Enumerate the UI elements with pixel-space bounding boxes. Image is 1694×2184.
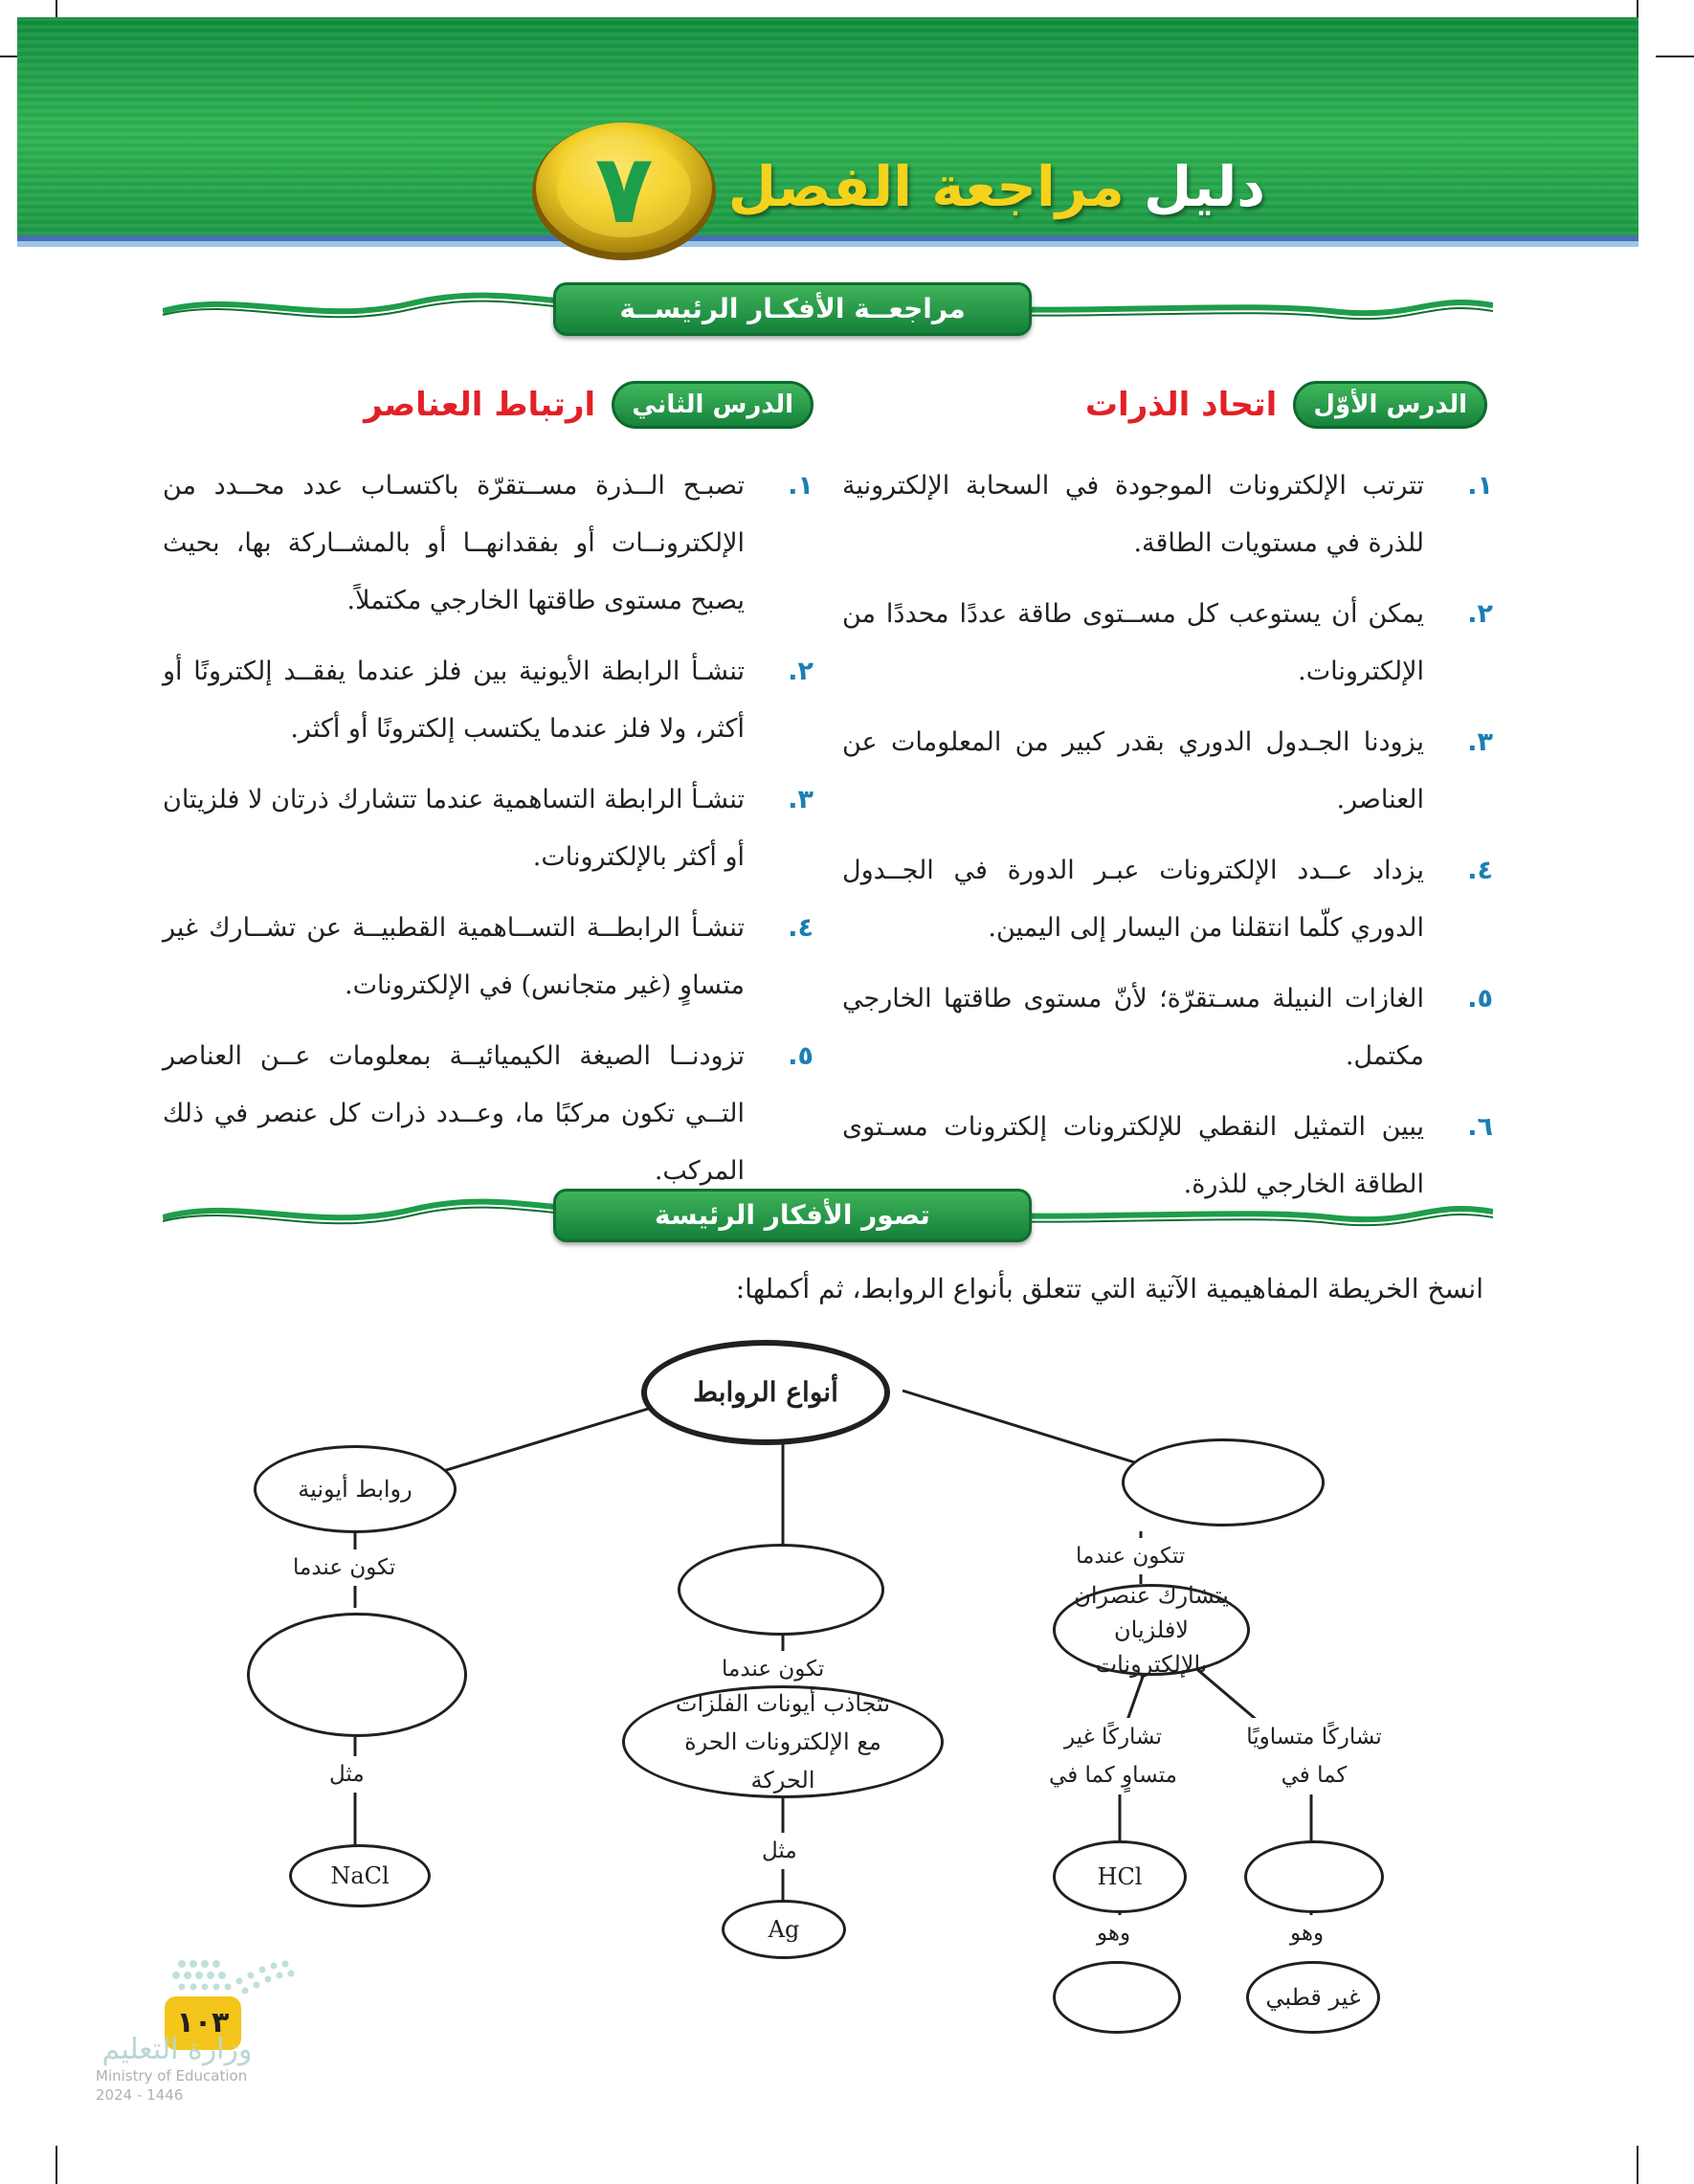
list-item: ٤. يزداد عــدد الإلكترونات عبـر الدورة في الجــدول الدوري كلّما انتقلنا من اليسار إلى اليمين. <box>842 856 1493 943</box>
lesson1-header <box>1085 381 1487 438</box>
ministry-name-en: Ministry of Education <box>96 2067 248 2084</box>
ionic-bonds-node: روابط أيونية <box>254 1445 457 1533</box>
key-ideas-bar <box>163 282 1493 336</box>
list-item: ٥. تزودنــا الصيغة الكيميائيــة بمعلومات عــن العناصر التــي تكون مركبًا ما، وعــدد ذرات كل عنصر في ذلك المركب. <box>163 1041 814 1186</box>
list-item: ١. تترتب الإلكترونات الموجودة في السحابة الإلكترونية للذرة في مستويات الطاقة. <box>842 471 1493 558</box>
and-it-is-right-label: وهو <box>1286 1915 1327 1951</box>
root-node: أنواع الروابط <box>641 1340 890 1445</box>
ag-node: Ag <box>722 1900 846 1959</box>
list-item: ٣. تنشـأ الرابطة التساهمية عندما تتشارك ذرتان لا فلزيتان أو أكثر بالإلكترونات. <box>163 785 814 872</box>
concept-map-bar <box>163 1189 1493 1242</box>
polar-type-blank <box>1053 1961 1181 2034</box>
list-item: ٥. الغازات النبيلة مسـتقرّة؛ لأنّ مستوى طاقتها الخارجي مكتمل. <box>842 984 1493 1071</box>
page-number: ١٠٣ <box>165 1996 241 2050</box>
metallic-example-label: مثل <box>758 1833 801 1869</box>
list-item: ٢. تنشـأ الرابطة الأيونية بين فلز عندما يفقــد إلكترونًا أو أكثر، ولا فلز عندما يكتسب إلكترونًا أو أكثر. <box>163 657 814 744</box>
list-item: ٣. يزودنا الجـدول الدوري بقدر كبير من المعلومات عن العناصر. <box>842 727 1493 814</box>
list-item: ٢. يمكن أن يستوعب كل مســتوى طاقة عددًا محددًا من الإلكترونات. <box>842 599 1493 686</box>
ionic-example-label: مثل <box>325 1756 368 1793</box>
and-it-is-left-label: وهو <box>1093 1915 1134 1951</box>
list-item: ٤. تنشـأ الرابطــة التســاهمية القطبيــة عن تشــارك غير متساوٍ (غير متجانس) في الإلكترونات. <box>163 913 814 1000</box>
lesson2-title: ارتباط العناصر <box>364 386 596 424</box>
page-title <box>728 144 1265 230</box>
crop-mark <box>1656 56 1694 57</box>
hcl-node: HCl <box>1053 1840 1187 1913</box>
concept-map <box>230 1335 1493 2062</box>
crop-mark <box>56 2146 57 2184</box>
ministry-year: 2024 - 1446 <box>96 2086 184 2104</box>
crop-mark <box>1637 2146 1638 2184</box>
covalent-node-blank <box>1122 1438 1325 1527</box>
nacl-node: NaCl <box>289 1844 431 1907</box>
equal-share-example-blank <box>1244 1840 1384 1913</box>
nonpolar-node: غير قطبي <box>1246 1961 1380 2034</box>
lesson1-badge: الدرس الأوّل <box>1293 381 1487 429</box>
title-main: مراجعة الفصل <box>727 154 1125 219</box>
covalent-forms-when-label: تتكون عندما <box>1072 1538 1189 1574</box>
ionic-forms-when-label: تكون عندما <box>289 1549 399 1586</box>
section-title: تصور الأفكار الرئيسة <box>553 1189 1032 1242</box>
instruction-text: انسخ الخريطة المفاهيمية الآتية التي تتعلق بأنواع الروابط، ثم أكملها: <box>735 1273 1483 1304</box>
metallic-node-blank <box>678 1544 884 1636</box>
list-item: ٦. يبين التمثيل النقطي للإلكترونات إلكترونات مسـتوى الطاقة الخارجي للذرة. <box>842 1112 1493 1199</box>
chapter-number: ٧ <box>594 133 654 245</box>
lesson2-badge: الدرس الثاني <box>612 381 814 429</box>
lesson2-list <box>163 457 814 1214</box>
section-title: مراجعــة الأفكـار الرئيســة <box>553 282 1032 336</box>
metallic-forms-when-label: تكون عندما <box>718 1651 828 1687</box>
list-item: ١. تصبـح الــذرة مســتقرّة باكتسـاب عدد محــدد من الإلكترونــات أو بفقدانهــا أو بالمشــاركة بها، بحيث يصبح مستوى طاقتها الخارجي مكتملاً. <box>163 471 814 615</box>
lesson1-title: اتحاد الذرات <box>1084 386 1278 424</box>
ionic-condition-blank <box>247 1613 467 1737</box>
covalent-desc-node: يتشارك عنصران لافلزيان بالإلكترونات <box>1053 1584 1250 1676</box>
title-prefix: دليل <box>1144 154 1265 219</box>
equal-share-label: تشاركًا متساويًا كما في <box>1242 1718 1386 1794</box>
lesson2-header <box>364 381 814 438</box>
lesson1-list <box>842 457 1493 1227</box>
metallic-desc-node: تتجاذب أيونات الفلزات مع الإلكترونات الحرة الحركة <box>622 1685 944 1798</box>
unequal-share-label: تشاركًا غير متساوٍ كما في <box>1041 1718 1185 1794</box>
ministry-name-ar: وزارة التعليم <box>101 2033 253 2066</box>
